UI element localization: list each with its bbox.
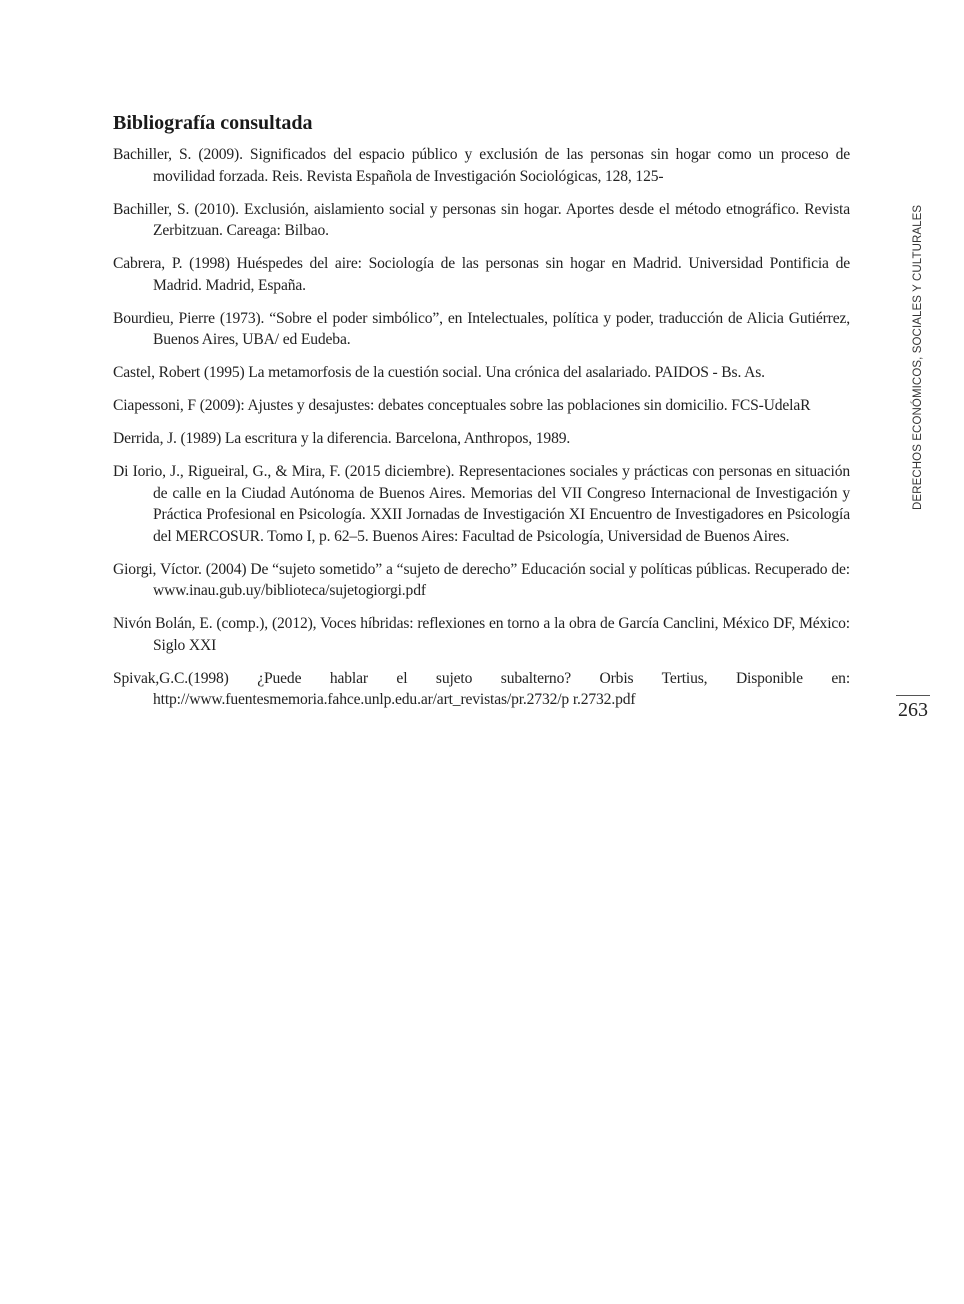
- reference-item: Bachiller, S. (2009). Significados del espacio público y exclusión de las personas sin hogar como un proceso de movilidad forzada. Reis. Revista Española de Investigación Sociológicas, 128, 125-: [113, 146, 850, 185]
- reference-item: Spivak,G.C.(1998) ¿Puede hablar el sujeto subalterno? Orbis Tertius, Disponible en: http://www.fuentesmemoria.fahce.unlp.edu.ar/art_revistas/pr.2732/p r.2732.pdf: [113, 669, 850, 708]
- bibliography-section: [113, 110, 850, 722]
- page-number: 263: [898, 699, 928, 721]
- reference-item: Giorgi, Víctor. (2004) De “sujeto sometido” a “sujeto de derecho” Educación social y políticas públicas. Recuperado de: www.inau.gub.uy/biblioteca/sujetogiorgi.pdf: [113, 560, 850, 599]
- reference-item: Nivón Bolán, E. (comp.), (2012), Voces híbridas: reflexiones en torno a la obra de García Canclini, México DF, México: Siglo XXI: [113, 615, 850, 654]
- reference-item: Di Iorio, J., Rigueiral, G., & Mira, F. (2015 diciembre). Representaciones sociales y prácticas con personas en situación de calle en la Ciudad Autónoma de Buenos Aires. Memorias del VII Congreso Internacional de Investigación y Práctica Profesional en Psicología. XXII Jornadas de Investigación XI Encuentro de Investigadores en Psicología del MERCOSUR. Tomo I, p. 62–5. Buenos Aires: Facultad de Psicología, Universidad de Buenos Aires.: [113, 463, 850, 545]
- reference-item: Castel, Robert (1995) La metamorfosis de la cuestión social. Una crónica del asalariado. PAIDOS - Bs. As.: [113, 364, 765, 381]
- reference-list: [113, 144, 850, 711]
- section-title: Bibliografía consultada: [113, 112, 313, 134]
- reference-item: Ciapessoni, F (2009): Ajustes y desajustes: debates conceptuales sobre las poblaciones sin domicilio. FCS-UdelaR: [113, 397, 811, 414]
- page-number-rule: [896, 695, 930, 696]
- reference-item: Bachiller, S. (2010). Exclusión, aislamiento social y personas sin hogar. Aportes desde el método etnográfico. Revista Zerbitzuan. Careaga: Bilbao.: [113, 200, 850, 239]
- reference-item: Cabrera, P. (1998) Huéspedes del aire: Sociología de las personas sin hogar en Madrid. Universidad Pontificia de Madrid. Madrid, España.: [113, 255, 850, 294]
- running-title: DERECHOS ECONÓMICOS, SOCIALES Y CULTURALES: [912, 204, 924, 510]
- reference-item: Bourdieu, Pierre (1973). “Sobre el poder simbólico”, en Intelectuales, política y poder, traducción de Alicia Gutiérrez, Buenos Aires, UBA/ ed Eudeba.: [113, 309, 850, 348]
- reference-item: Derrida, J. (1989) La escritura y la diferencia. Barcelona, Anthropos, 1989.: [113, 430, 571, 447]
